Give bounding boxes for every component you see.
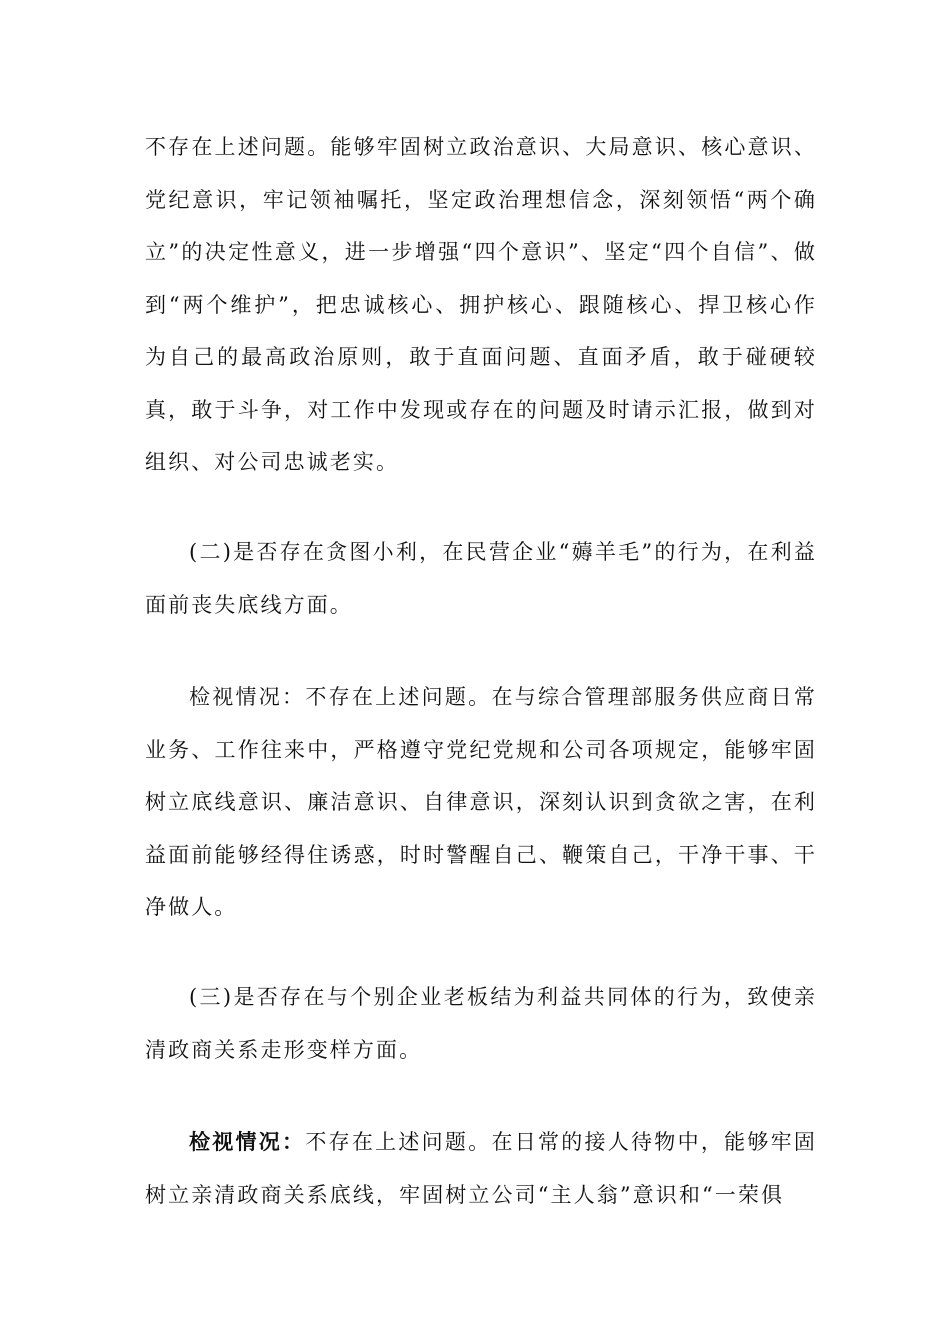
paragraph-review-3	[145, 1116, 817, 1221]
review-label: 检视情况：	[189, 1129, 306, 1154]
paragraph-review-2: 检视情况：不存在上述问题。在与综合管理部服务供应商日常业务、工作往来中，严格遵守党纪党规和公司各项规定，能够牢固树立底线意识、廉洁意识、自律意识，深刻认识到贪欲之害，在利益面前能够经得住诱惑，时时警醒自己、鞭策自己，干净干事、干净做人。	[145, 685, 817, 919]
paragraph-body-1: 不存在上述问题。能够牢固树立政治意识、大局意识、核心意识、党纪意识，牢记领袖嘱托，坚定政治理想信念，深刻领悟“两个确立”的决定性意义，进一步增强“四个意识”、坚定“四个自信”、做到“两个维护”，把忠诚核心、拥护核心、跟随核心、捍卫核心作为自己的最高政治原则，敢于直面问题、直面矛盾，敢于碰硬较真，敢于斗争，对工作中发现或存在的问题及时请示汇报，做到对组织、对公司忠诚老实。	[145, 135, 817, 474]
section-heading-2: (二)是否存在贪图小利，在民营企业“薅羊毛”的行为，在利益面前丧失底线方面。	[145, 540, 817, 617]
section-heading-3: (三)是否存在与个别企业老板结为利益共同体的行为，致使亲清政商关系走形变样方面。	[145, 985, 817, 1062]
review-text: 不存在上述问题。在日常的接人待物中，能够牢固树立亲清政商关系底线，牢固树立公司“主人翁”意识和“一荣俱	[145, 1130, 817, 1207]
